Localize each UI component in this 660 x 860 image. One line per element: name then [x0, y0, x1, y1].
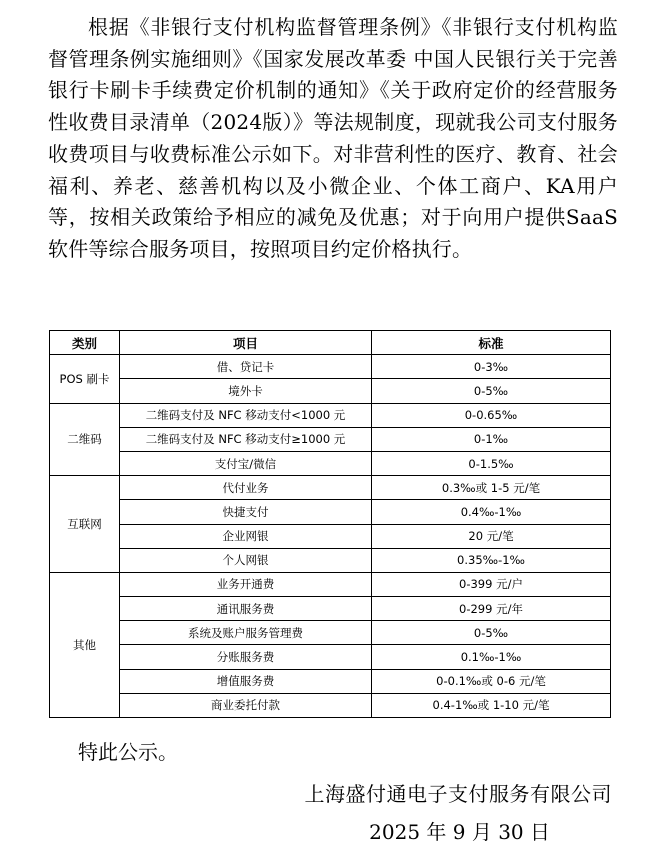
standard-cell: 0.1‰-1‰ — [372, 645, 611, 669]
header-category: 类别 — [50, 331, 120, 355]
item-cell: 借、贷记卡 — [120, 355, 372, 379]
header-item: 项目 — [120, 331, 372, 355]
table-row — [50, 500, 611, 524]
table-row — [50, 476, 611, 500]
standard-cell: 0-5‰ — [372, 621, 611, 645]
standard-cell: 0-1.5‰ — [372, 451, 611, 475]
standard-cell: 0-5‰ — [372, 379, 611, 403]
category-cell: 其他 — [50, 572, 120, 717]
item-cell: 代付业务 — [120, 476, 372, 500]
closing-statement: 特此公示。 — [78, 740, 178, 764]
standard-cell: 0-0.1‰或 0-6 元/笔 — [372, 669, 611, 693]
table-row — [50, 379, 611, 403]
item-cell: 系统及账户服务管理费 — [120, 621, 372, 645]
company-name: 上海盛付通电子支付服务有限公司 — [304, 782, 612, 806]
table-row — [50, 621, 611, 645]
table-row — [50, 403, 611, 427]
table-row — [50, 669, 611, 693]
standard-cell: 0.3‰或 1-5 元/笔 — [372, 476, 611, 500]
table-row — [50, 597, 611, 621]
fee-table — [49, 330, 611, 718]
standard-cell: 0-3‰ — [372, 355, 611, 379]
table-row — [50, 451, 611, 475]
standard-cell: 0.35‰-1‰ — [372, 548, 611, 572]
category-cell: 二维码 — [50, 403, 120, 476]
table-row — [50, 572, 611, 596]
header-standard: 标准 — [372, 331, 611, 355]
standard-cell: 0-1‰ — [372, 427, 611, 451]
item-cell: 企业网银 — [120, 524, 372, 548]
category-cell: 互联网 — [50, 476, 120, 573]
notice-date: 2025 年 9 月 30 日 — [369, 820, 550, 844]
item-cell: 商业委托付款 — [120, 693, 372, 717]
notice-paragraph: 根据《非银行支付机构监督管理条例》《非银行支付机构监督管理条例实施细则》《国家发展改革委 中国人民银行关于完善银行卡刷卡手续费定价机制的通知》《关于政府定价的经营服务性收费目录清单（2024版）》等法规制度，现就我公司支付服务收费项目与收费标准公示如下。对非营利性的医疗、教育、社会福利、养老、慈善机构以及小微企业、个体工商户、KA用户等，按相关政策给予相应的减免及优惠；对于向用户提供SaaS软件等综合服务项目，按照项目约定价格执行。 — [48, 15, 618, 261]
table-row — [50, 548, 611, 572]
item-cell: 快捷支付 — [120, 500, 372, 524]
standard-cell: 0-299 元/年 — [372, 597, 611, 621]
item-cell: 二维码支付及 NFC 移动支付≥1000 元 — [120, 427, 372, 451]
standard-cell: 0.4-1‰或 1-10 元/笔 — [372, 693, 611, 717]
table-row — [50, 645, 611, 669]
standard-cell: 0.4‰-1‰ — [372, 500, 611, 524]
table-header-row — [50, 331, 611, 355]
item-cell: 二维码支付及 NFC 移动支付<1000 元 — [120, 403, 372, 427]
standard-cell: 0-399 元/户 — [372, 572, 611, 596]
item-cell: 通讯服务费 — [120, 597, 372, 621]
item-cell: 业务开通费 — [120, 572, 372, 596]
standard-cell: 0-0.65‰ — [372, 403, 611, 427]
item-cell: 增值服务费 — [120, 669, 372, 693]
item-cell: 境外卡 — [120, 379, 372, 403]
item-cell: 分账服务费 — [120, 645, 372, 669]
table-row — [50, 355, 611, 379]
item-cell: 个人网银 — [120, 548, 372, 572]
table-row — [50, 524, 611, 548]
table-row — [50, 427, 611, 451]
category-cell: POS 刷卡 — [50, 355, 120, 403]
table-row — [50, 693, 611, 717]
standard-cell: 20 元/笔 — [372, 524, 611, 548]
item-cell: 支付宝/微信 — [120, 451, 372, 475]
